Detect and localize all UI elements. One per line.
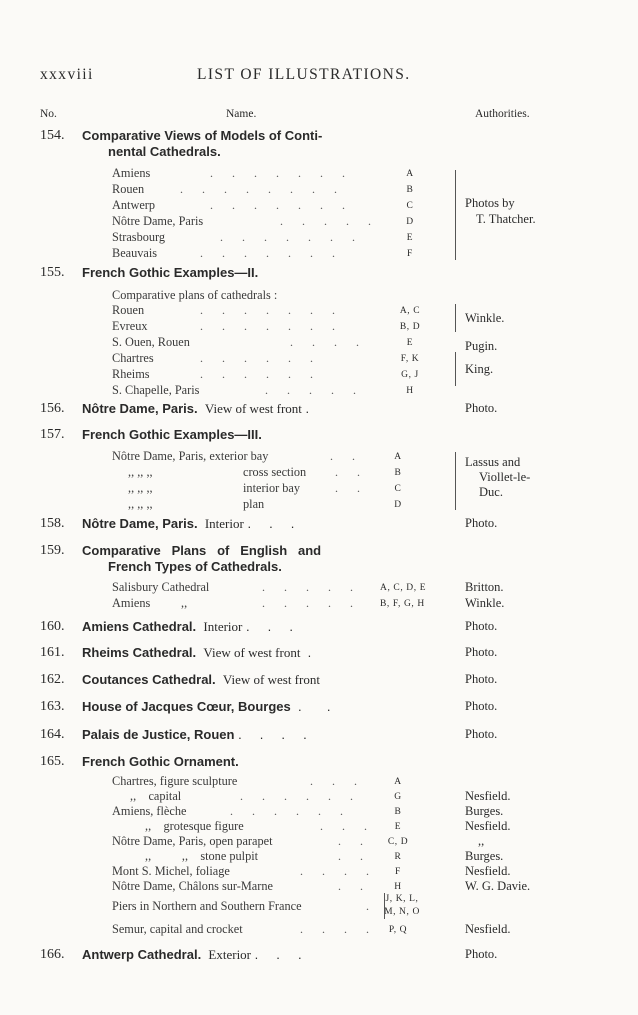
list-item: Semur, capital and crocket [112, 922, 243, 936]
authority: Pugin. [465, 339, 498, 353]
list-item: Beauvais [112, 246, 158, 260]
list-item: Evreux [112, 319, 148, 333]
entry-number: 161. [40, 645, 65, 660]
plate-letter: E [406, 233, 414, 243]
leader-dots: . [366, 899, 377, 913]
entry-title: Nôtre Dame, Paris. Interior . . . [82, 516, 295, 531]
entry-number: 165. [40, 754, 65, 769]
plate-letter: B [394, 807, 402, 817]
list-item: Mont S. Michel, foliage [112, 864, 230, 878]
entry-number: 163. [40, 699, 65, 714]
authority: Winkle. [465, 596, 505, 610]
leader-dots: . . . . . . . [220, 230, 363, 244]
plate-letter: F [407, 249, 413, 259]
leader-dots: . . . . . . . . [180, 182, 345, 196]
leader-dots: . . . . . . [240, 789, 361, 803]
leader-dots: . . . . . [262, 580, 361, 594]
leader-dots: . . . . . . [200, 351, 321, 365]
entry-title: French Gothic Examples—III. [82, 427, 262, 442]
authority: Photo. [465, 947, 498, 961]
list-item: Rouen [112, 182, 145, 196]
authority: Britton. [465, 580, 504, 594]
plate-letter: F [395, 867, 401, 877]
entry-number: 158. [40, 516, 65, 531]
list-item: S. Chapelle, Paris [112, 383, 200, 397]
plate-letter: A [394, 777, 402, 787]
plate-letter: A [394, 452, 402, 462]
ditto-marks: ,, ,, ,, [128, 497, 153, 511]
entry-number: 156. [40, 401, 65, 416]
list-item: Chartres, figure sculpture [112, 774, 238, 788]
authority: Burges. [465, 804, 504, 818]
authority: Lassus and [465, 455, 521, 469]
plate-letter: G [394, 792, 402, 802]
entry-title-continued: nental Cathedrals. [108, 144, 221, 159]
list-item: Nôtre Dame, Paris, exterior bay [112, 449, 269, 463]
list-item: Rheims [112, 367, 150, 381]
list-item: ,, capital [130, 789, 182, 803]
plate-letter: R [394, 852, 402, 862]
list-item: plan [243, 497, 265, 511]
leader-dots: . . [338, 849, 371, 863]
list-item: Nôtre Dame, Paris, open parapet [112, 834, 273, 848]
entry-number: 157. [40, 427, 65, 442]
entry-title: Antwerp Cathedral. Exterior . . . [82, 947, 302, 962]
authority: Photo. [465, 672, 498, 686]
leader-dots: . . [335, 465, 368, 479]
plate-letter: B, D [399, 322, 421, 332]
entry-title: French Gothic Ornament. [82, 754, 239, 769]
list-item: S. Ouen, Rouen [112, 335, 190, 349]
leader-dots: . . . . . . [230, 804, 351, 818]
plate-letter: M, N, O [384, 907, 420, 917]
list-item: Amiens ,, [112, 596, 188, 610]
list-item: ,, ,, stone pulpit [145, 849, 259, 863]
entry-title: Comparative Views of Models of Conti- [82, 128, 323, 143]
plate-letter: P, Q [388, 925, 408, 935]
entry-title: Amiens Cathedral. Interior . . . [82, 619, 293, 634]
authority: Winkle. [465, 311, 505, 325]
authority: T. Thatcher. [476, 212, 536, 226]
entry-number: 155. [40, 265, 65, 280]
ditto-marks: ,, ,, ,, [128, 481, 153, 495]
leader-dots: . . . . . [280, 214, 379, 228]
plate-letter: C [406, 201, 414, 211]
entry-number: 160. [40, 619, 65, 634]
leader-dots: . . [330, 449, 363, 463]
authority: W. G. Davie. [465, 879, 531, 893]
authority: Viollet-le- [479, 470, 531, 484]
authority: Photo. [465, 645, 498, 659]
plate-letter: C, D [387, 837, 409, 847]
entry-title: Rheims Cathedral. View of west front . [82, 645, 312, 660]
entry-title: Nôtre Dame, Paris. View of west front . [82, 401, 310, 416]
column-header-authorities: Authorities. [475, 108, 530, 120]
list-item: ,, grotesque figure [145, 819, 244, 833]
leader-dots: . . . . . . . [210, 198, 353, 212]
list-item: Amiens [112, 166, 151, 180]
list-item: Amiens, flèche [112, 804, 187, 818]
plate-letter: E [406, 338, 414, 348]
plate-letter: E [394, 822, 402, 832]
authority: Duc. [479, 485, 503, 499]
plate-letter: H [406, 386, 414, 396]
entry-number: 162. [40, 672, 65, 687]
leader-dots: . . . . . . . [200, 303, 343, 317]
authority: Photo. [465, 401, 498, 415]
plate-letter: A [406, 169, 414, 179]
list-item: Rouen [112, 303, 145, 317]
leader-dots: . . . . . [265, 383, 364, 397]
authority: Nesfield. [465, 789, 511, 803]
entry-title-continued: French Types of Cathedrals. [108, 559, 282, 574]
leader-dots: . . . . . . [200, 367, 321, 381]
list-item: Piers in Northern and Southern France [112, 899, 302, 913]
entry-number: 154. [40, 128, 65, 143]
list-item: Chartres [112, 351, 154, 365]
authority: Photo. [465, 516, 498, 530]
column-header-name: Name. [226, 108, 257, 120]
entry-title: Palais de Justice, Rouen . . . . [82, 727, 307, 742]
plate-letter: J, K, L, [385, 894, 419, 904]
list-item: Strasbourg [112, 230, 166, 244]
list-item: Nôtre Dame, Châlons sur-Marne [112, 879, 273, 893]
plate-letter: D [406, 217, 414, 227]
leader-dots: . . . . . . . [200, 246, 343, 260]
leader-dots: . . . [320, 819, 375, 833]
list-item: Salisbury Cathedral [112, 580, 210, 594]
column-header-no: No. [40, 108, 57, 120]
entry-title: Comparative Plans of English and [82, 543, 322, 558]
authority: Burges. [465, 849, 504, 863]
entry-number: 164. [40, 727, 65, 742]
authority: Nesfield. [465, 864, 511, 878]
leader-dots: . . . [310, 774, 365, 788]
list-item: interior bay [243, 481, 301, 495]
authority: King. [465, 362, 494, 376]
authority: Nesfield. [465, 922, 511, 936]
authority: Photo. [465, 619, 498, 633]
plate-letter: A, C [399, 306, 421, 316]
plate-letter: B [406, 185, 414, 195]
brace [455, 452, 460, 510]
entry-title: House of Jacques Cœur, Bourges . . [82, 699, 331, 714]
entry-title: Coutances Cathedral. View of west front [82, 672, 320, 687]
authority: Photo. [465, 699, 498, 713]
page-number: xxxviii [40, 66, 94, 83]
brace [455, 304, 460, 332]
entry-number: 166. [40, 947, 65, 962]
brace [455, 352, 460, 386]
entry-title: French Gothic Examples—II. [82, 265, 259, 280]
plate-letter: B, F, G, H [380, 599, 425, 609]
leader-dots: . . . . [300, 864, 377, 878]
brace [455, 170, 460, 260]
brace [384, 893, 389, 919]
plate-letter: H [394, 882, 402, 892]
leader-dots: . . [338, 834, 371, 848]
authority: Photo. [465, 727, 498, 741]
leader-dots: . . . . [290, 335, 367, 349]
plate-letter: B [394, 468, 402, 478]
leader-dots: . . . . . . . [210, 166, 353, 180]
authority: Photos by [465, 196, 515, 210]
list-item: Nôtre Dame, Paris [112, 214, 204, 228]
leader-dots: . . . . . [262, 596, 361, 610]
plate-letter: C [394, 484, 402, 494]
authority: Nesfield. [465, 819, 511, 833]
plate-letter: D [394, 500, 402, 510]
ditto-marks: ,, ,, ,, [128, 465, 153, 479]
plate-letter: F, K [400, 354, 420, 364]
leader-dots: . . [338, 879, 371, 893]
plate-letter: G, J [401, 370, 419, 380]
leader-dots: . . . . [300, 922, 377, 936]
list-item: cross section [243, 465, 307, 479]
plate-letter: A, C, D, E [380, 583, 427, 593]
leader-dots: . . . . . . . [200, 319, 343, 333]
entry-intro: Comparative plans of cathedrals : [112, 288, 278, 302]
authority: ,, [478, 834, 485, 848]
list-item: Antwerp [112, 198, 156, 212]
entry-number: 159. [40, 543, 65, 558]
page-title: LIST OF ILLUSTRATIONS. [197, 66, 411, 83]
leader-dots: . . [335, 481, 368, 495]
